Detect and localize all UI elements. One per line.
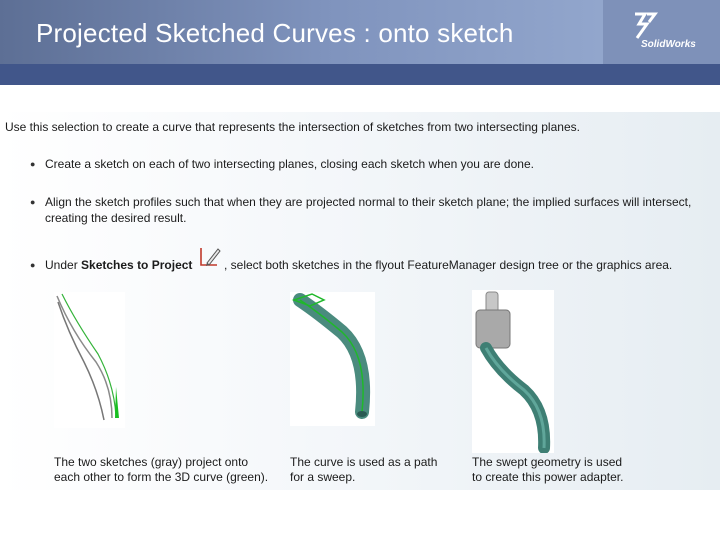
sketch-pencil-icon — [197, 245, 221, 269]
slide-title: Projected Sketched Curves : onto sketch — [36, 18, 514, 48]
figure-power-adapter — [472, 290, 554, 453]
header-band — [0, 64, 720, 85]
caption-line: to create this power adapter. — [472, 470, 624, 484]
caption-line: for a sweep. — [290, 470, 356, 484]
bullet-dot: ● — [30, 197, 36, 207]
bullet-dot: ● — [30, 159, 36, 169]
sketches-to-project-label: Sketches to Project — [81, 258, 193, 272]
bullet-2-line2: creating the desired result. — [45, 211, 187, 225]
caption-line: each other to form the 3D curve (green). — [54, 470, 269, 484]
logo-text: SolidWorks — [641, 39, 696, 50]
caption-figure-1 — [54, 455, 268, 485]
bullet-3-text — [45, 258, 192, 272]
figure-sweep-path — [290, 292, 375, 426]
intro-text: Use this selection to create a curve that represents the intersection of sketches from two intersecting planes. — [5, 120, 580, 134]
ds-logo-icon — [629, 10, 659, 40]
caption-line: The curve is used as a path — [290, 455, 438, 469]
caption-line: The two sketches (gray) project onto — [54, 455, 249, 469]
logo-area — [603, 0, 720, 64]
bullet-3-suffix: , select both sketches in the flyout FeatureManager design tree or the graphics area. — [224, 258, 673, 272]
caption-figure-3 — [472, 455, 623, 485]
caption-line: The swept geometry is used — [472, 455, 623, 469]
caption-figure-2 — [290, 455, 437, 485]
figure-sketches — [54, 292, 125, 428]
bullet-dot: ● — [30, 260, 36, 270]
bullet-2-line1: Align the sketch profiles such that when they are projected normal to their sketch plane; the implied surfaces will intersect, — [45, 195, 692, 209]
bullet-1-text: Create a sketch on each of two intersecting planes, closing each sketch when you are done. — [45, 157, 534, 171]
bullet-3-prefix: Under — [45, 258, 82, 272]
